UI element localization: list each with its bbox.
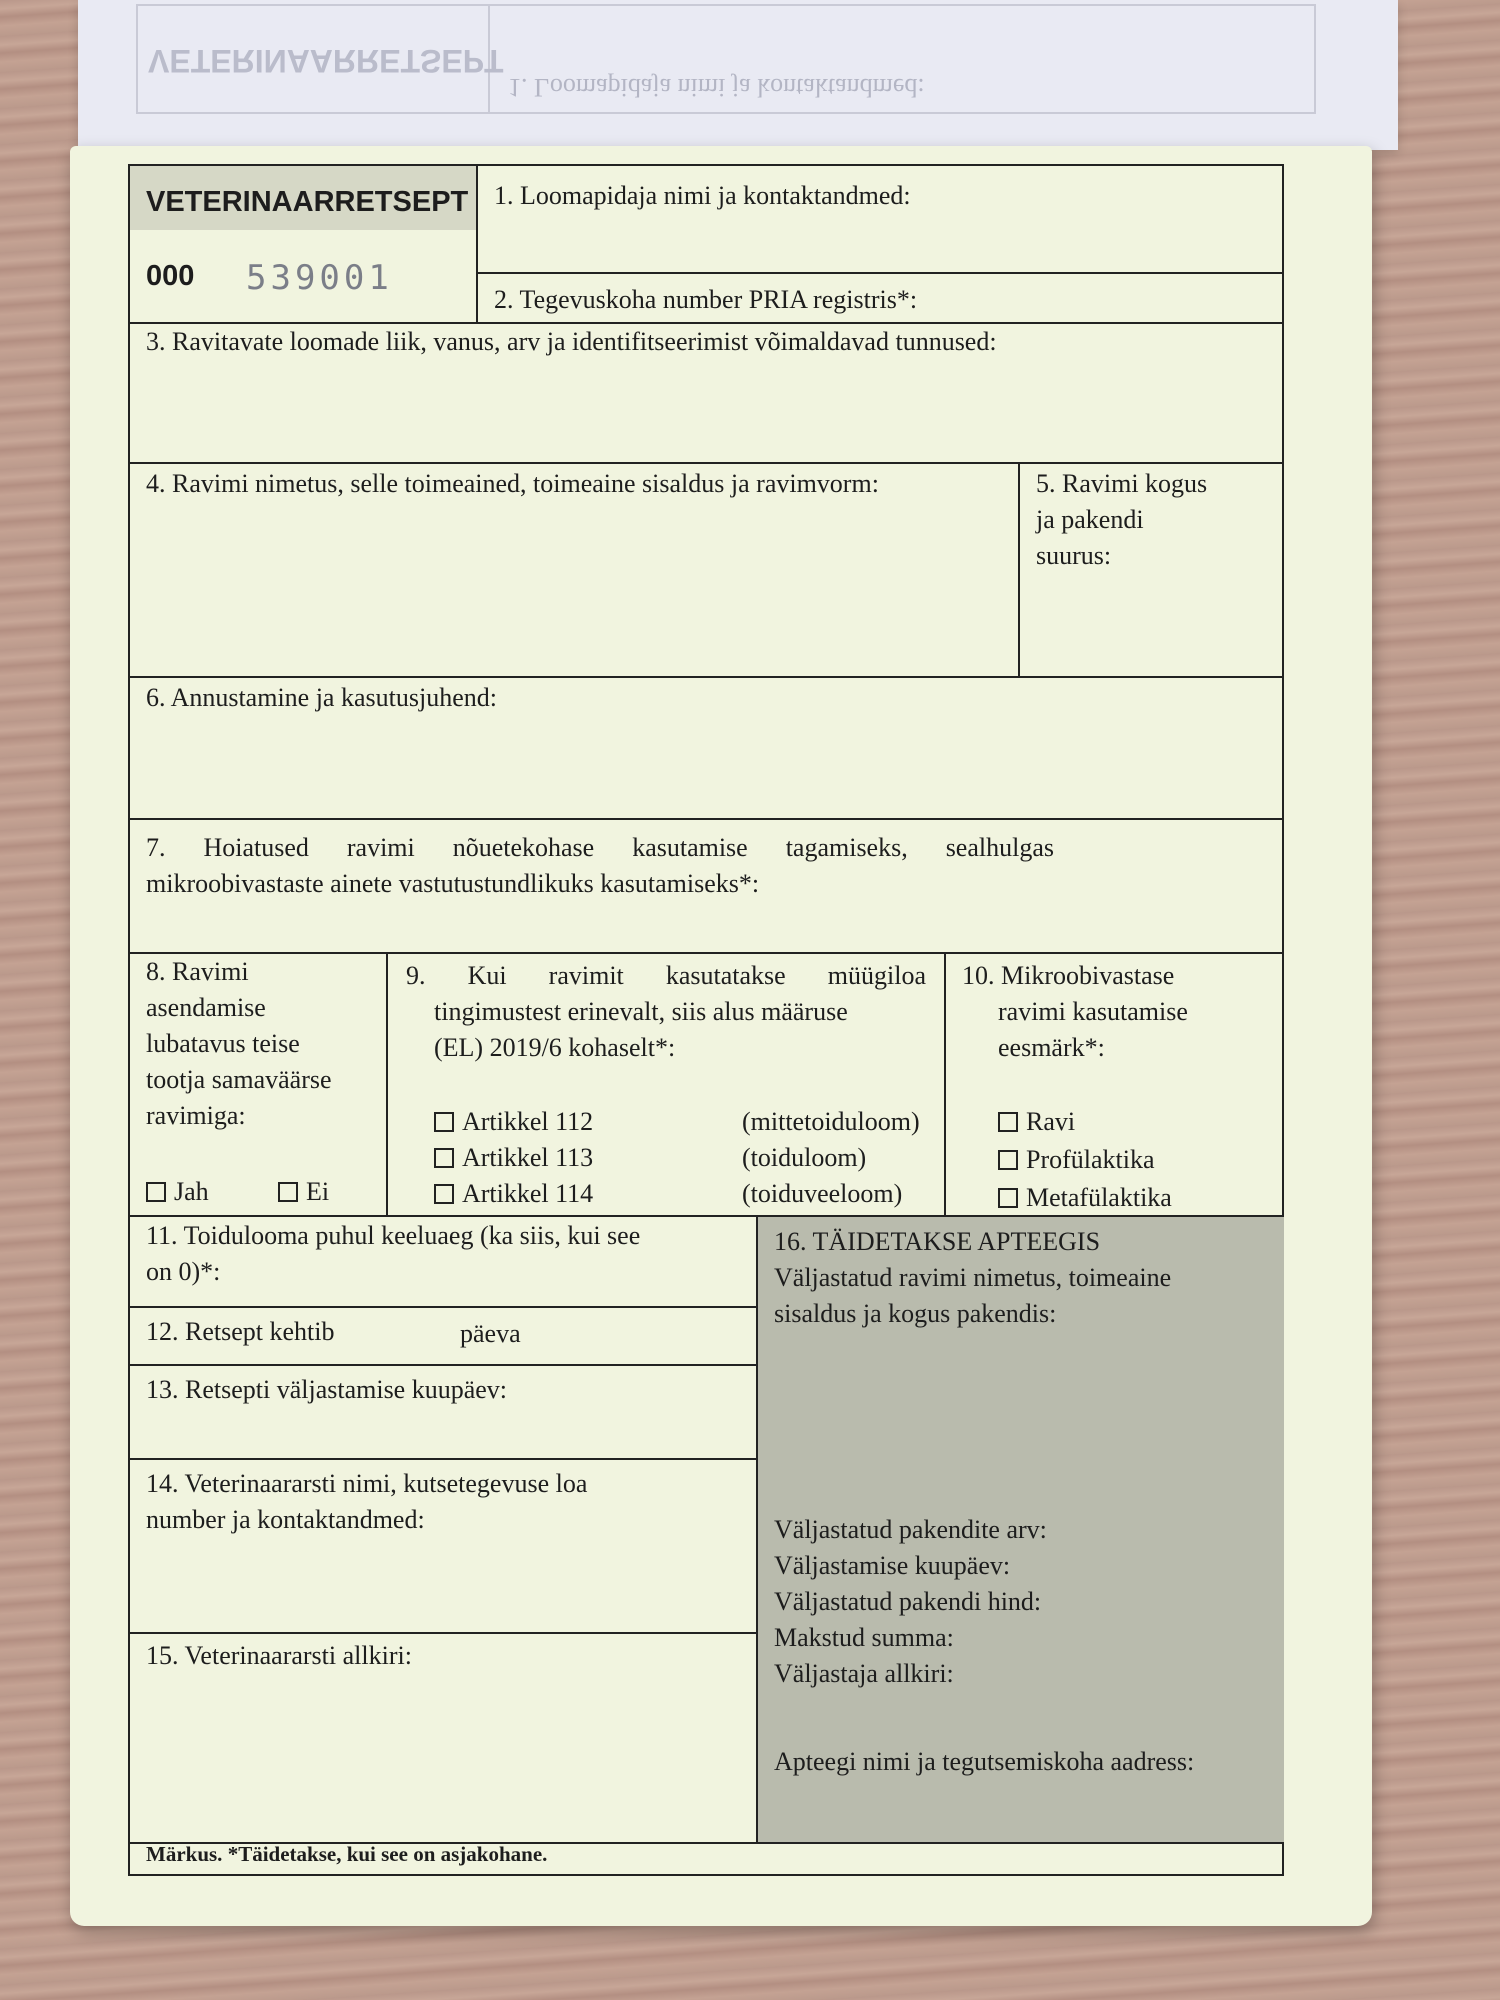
footnote-text: *Täidetakse, kui see on asjakohane. <box>227 1842 548 1866</box>
field-5-label-line-2: ja pakendi <box>1036 505 1144 534</box>
profulaktika-label: Profülaktika <box>1026 1145 1155 1174</box>
divider-f14-f15 <box>130 1632 758 1634</box>
divider-f9-f10 <box>944 952 946 1217</box>
divider-f3-f4 <box>130 462 1284 464</box>
field-12-unit: päeva <box>460 1319 521 1348</box>
article-114-note: (toiduveeloom) <box>742 1179 903 1208</box>
metafulaktika-checkbox[interactable] <box>998 1188 1018 1208</box>
divider-f8-f9 <box>386 952 388 1217</box>
article-113-note: (toiduloom) <box>742 1143 867 1172</box>
divider-f13-f14 <box>130 1458 758 1460</box>
divider-left-right <box>756 1215 758 1844</box>
back-sheet-field-1: 1. Loomapidaja nimi ja kontaktandmed: <box>508 73 925 102</box>
field-10-label-line-1: 10. Mikroobivastase <box>962 961 1175 990</box>
field-10-option-ravi[interactable] <box>998 1104 1075 1140</box>
form-title: VETERINAARRETSEPT <box>146 186 469 218</box>
article-112-checkbox[interactable] <box>434 1112 454 1132</box>
field-7-label-line-1: 7. Hoiatused ravimi nõuetekohase kasutamise tagamiseks, sealhulgas <box>146 833 1054 862</box>
field-12-label: 12. Retsept kehtib <box>146 1317 335 1346</box>
field-13-label: 13. Retsepti väljastamise kuupäev: <box>146 1375 508 1404</box>
divider-f1-f2 <box>476 272 1284 274</box>
field-5-label-line-1: 5. Ravimi kogus <box>1036 469 1208 498</box>
form-serial-number: 539001 <box>246 258 393 298</box>
ravi-checkbox[interactable] <box>998 1112 1018 1132</box>
prescription-form <box>128 164 1284 1876</box>
field-8-yes-checkbox[interactable] <box>146 1182 166 1202</box>
field-16-line-1: Väljastatud ravimi nimetus, toimeaine <box>774 1263 1172 1292</box>
field-8-label-line-1: 8. Ravimi <box>146 957 249 986</box>
field-10-label-line-3: eesmärk*: <box>998 1033 1105 1062</box>
field-8-label-line-2: asendamise <box>146 993 266 1022</box>
field-10-option-metafulaktika[interactable] <box>998 1180 1172 1216</box>
field-9-option-114[interactable] <box>434 1176 593 1212</box>
field-16-paid-amount: Makstud summa: <box>774 1623 954 1652</box>
field-8-yes-label: Jah <box>174 1177 209 1206</box>
field-4-label: 4. Ravimi nimetus, selle toimeained, toimeaine sisaldus ja ravimvorm: <box>146 469 879 498</box>
field-3-label: 3. Ravitavate loomade liik, vanus, arv ja identifitseerimist võimaldavad tunnused: <box>146 327 997 356</box>
field-16-packages-count: Väljastatud pakendite arv: <box>774 1515 1047 1544</box>
field-10-label-line-2: ravimi kasutamise <box>998 997 1188 1026</box>
article-114-checkbox[interactable] <box>434 1184 454 1204</box>
field-8-label-line-5: ravimiga: <box>146 1101 246 1130</box>
field-14-label-line-2: number ja kontaktandmed: <box>146 1505 425 1534</box>
field-9-label-line-2: tingimustest erinevalt, siis alus määruse <box>434 997 848 1026</box>
metafulaktika-label: Metafülaktika <box>1026 1183 1172 1212</box>
field-7-label-line-2: mikroobivastaste ainete vastutustundlikuks kasutamiseks*: <box>146 869 760 898</box>
divider-f6-f7 <box>130 818 1284 820</box>
divider-f7-f8 <box>130 952 1284 954</box>
form-title-cell <box>130 166 478 230</box>
divider-f4-f6 <box>130 676 1284 678</box>
field-16-line-2: sisaldus ja kogus pakendis: <box>774 1299 1057 1328</box>
field-9-option-112[interactable] <box>434 1104 593 1140</box>
field-8-no-label: Ei <box>306 1177 330 1206</box>
field-15-label: 15. Veterinaararsti allkiri: <box>146 1641 412 1670</box>
back-sheet-title: VETERINAARRETSEPT <box>148 43 504 79</box>
field-8-option-no[interactable] <box>278 1174 329 1210</box>
field-9-option-113[interactable] <box>434 1140 593 1176</box>
field-9-label-line-3: (EL) 2019/6 kohaselt*: <box>434 1033 676 1062</box>
field-16-issue-date: Väljastamise kuupäev: <box>774 1551 1011 1580</box>
prescription-sheet <box>70 146 1372 1926</box>
article-114-label: Artikkel 114 <box>462 1179 594 1208</box>
field-6-label: 6. Annustamine ja kasutusjuhend: <box>146 683 497 712</box>
article-112-note: (mittetoiduloom) <box>742 1107 920 1136</box>
form-number-prefix: 000 <box>146 260 195 292</box>
field-16-package-price: Väljastatud pakendi hind: <box>774 1587 1042 1616</box>
divider-f4-f5 <box>1018 462 1020 678</box>
field-8-option-yes[interactable] <box>146 1174 209 1210</box>
back-sheet <box>78 0 1398 150</box>
field-16-issuer-signature: Väljastaja allkiri: <box>774 1659 954 1688</box>
field-14-label-line-1: 14. Veterinaararsti nimi, kutsetegevuse loa <box>146 1469 588 1498</box>
field-8-no-checkbox[interactable] <box>278 1182 298 1202</box>
field-11-label-line-2: on 0)*: <box>146 1257 221 1286</box>
article-113-label: Artikkel 113 <box>462 1143 594 1172</box>
article-112-label: Artikkel 112 <box>462 1107 594 1136</box>
footnote-label: Märkus. <box>146 1842 223 1866</box>
field-16-title: 16. TÄIDETAKSE APTEEGIS <box>774 1227 1101 1256</box>
article-113-checkbox[interactable] <box>434 1148 454 1168</box>
field-5-label-line-3: suurus: <box>1036 541 1112 570</box>
footnote <box>146 1842 547 1867</box>
field-11-label-line-1: 11. Toidulooma puhul keeluaeg (ka siis, kui see <box>146 1221 641 1250</box>
field-9-label-line-1: 9. Kui ravimit kasutatakse müügiloa <box>406 961 926 990</box>
field-10-option-profulaktika[interactable] <box>998 1142 1155 1178</box>
field-8-label-line-4: tootja samaväärse <box>146 1065 332 1094</box>
profulaktika-checkbox[interactable] <box>998 1150 1018 1170</box>
field-16-pharmacy-address: Apteegi nimi ja tegutsemiskoha aadress: <box>774 1747 1195 1776</box>
divider-f12-f13 <box>130 1364 758 1366</box>
ravi-label: Ravi <box>1026 1107 1076 1136</box>
divider-header-vertical <box>476 166 478 324</box>
field-8-label-line-3: lubatavus teise <box>146 1029 300 1058</box>
field-2-label: 2. Tegevuskoha number PRIA registris*: <box>494 285 918 314</box>
divider-f11-f12 <box>130 1306 758 1308</box>
field-1-label: 1. Loomapidaja nimi ja kontaktandmed: <box>494 181 911 210</box>
